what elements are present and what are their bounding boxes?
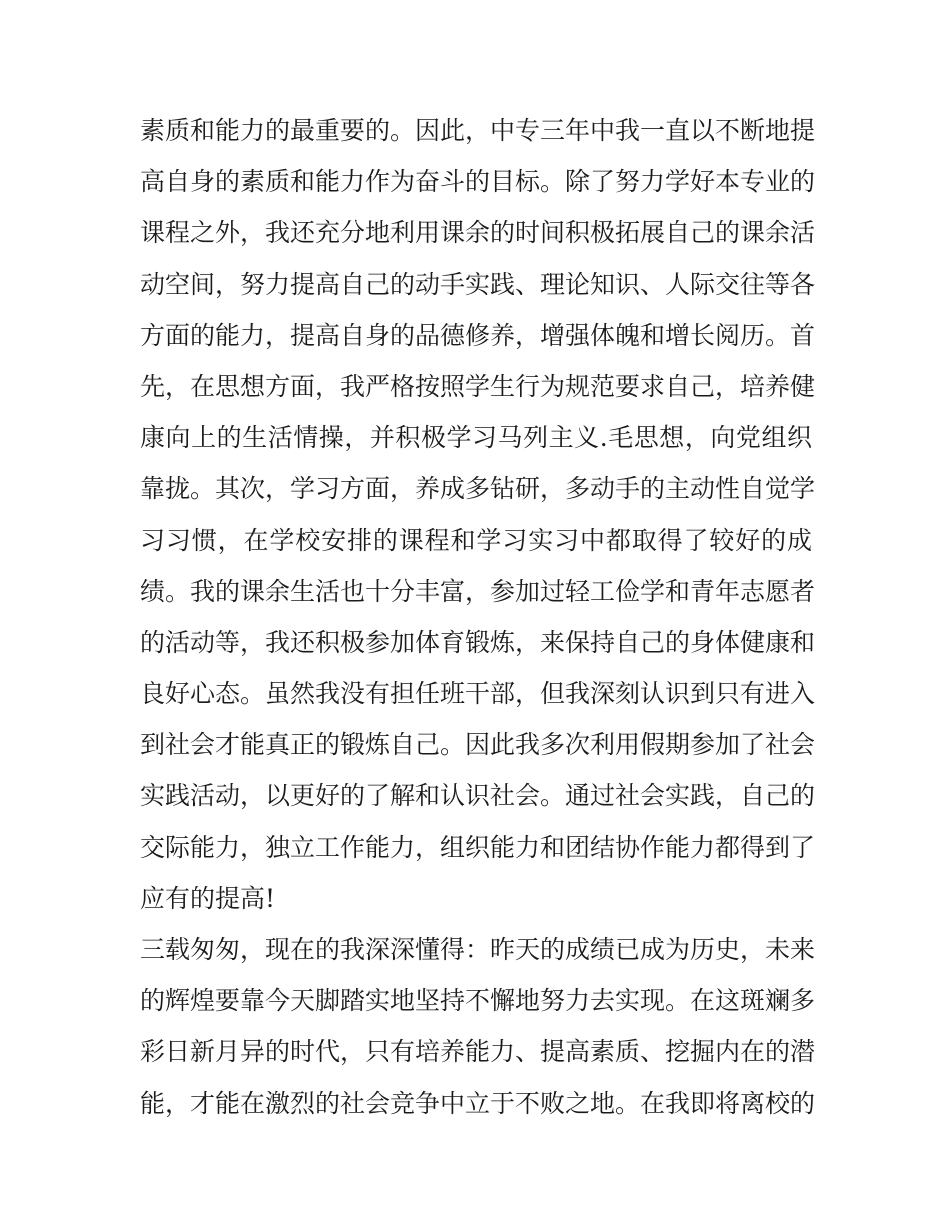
document-body [140,105,816,1129]
text-line: 靠拢。其次，学习方面，养成多钻研，多动手的主动性自觉学 [140,474,816,504]
text-line: 课程之外，我还充分地利用课余的时间积极拓展自己的课余活 [140,218,816,248]
text-line: 彩日新月异的时代，只有培养能力、提高素质、挖掘内在的潜 [140,1037,816,1067]
text-line: 实践活动，以更好的了解和认识社会。通过社会实践，自己的 [140,781,816,811]
text-line: 素质和能力的最重要的。因此，中专三年中我一直以不断地提 [140,116,816,145]
text-line: 应有的提高! [140,883,276,913]
text-line: 到社会才能真正的锻炼自己。因此我多次利用假期参加了社会 [140,730,816,760]
text-line: 能，才能在激烈的社会竞争中立于不败之地。在我即将离校的 [140,1088,816,1118]
text-line: 交际能力，独立工作能力，组织能力和团结协作能力都得到了 [140,832,816,862]
paragraph-2 [140,924,816,1129]
text-line: 良好心态。虽然我没有担任班干部，但我深刻认识到只有进入 [140,679,816,709]
text-line: 的活动等，我还积极参加体育锻炼，来保持自己的身体健康和 [140,627,816,657]
text-line: 康向上的生活情操，并积极学习马列主义.毛思想，向党组织 [140,423,812,453]
text-line: 高自身的素质和能力作为奋斗的目标。除了努力学好本专业的 [140,167,816,197]
text-line: 先，在思想方面，我严格按照学生行为规范要求自己，培养健 [140,371,816,401]
text-line: 绩。我的课余生活也十分丰富，参加过轻工俭学和青年志愿者 [140,576,816,606]
text-line: 动空间，努力提高自己的动手实践、理论知识、人际交往等各 [140,269,816,299]
text-line: 方面的能力，提高自身的品德修养，增强体魄和增长阅历。首 [140,320,816,350]
text-line: 的辉煌要靠今天脚踏实地坚持不懈地努力去实现。在这斑斓多 [140,986,816,1016]
text-line: 三载匆匆，现在的我深深懂得：昨天的成绩已成为历史，未来 [140,935,816,964]
text-line: 习习惯，在学校安排的课程和学习实习中都取得了较好的成 [140,525,812,555]
paragraph-1 [140,105,816,924]
